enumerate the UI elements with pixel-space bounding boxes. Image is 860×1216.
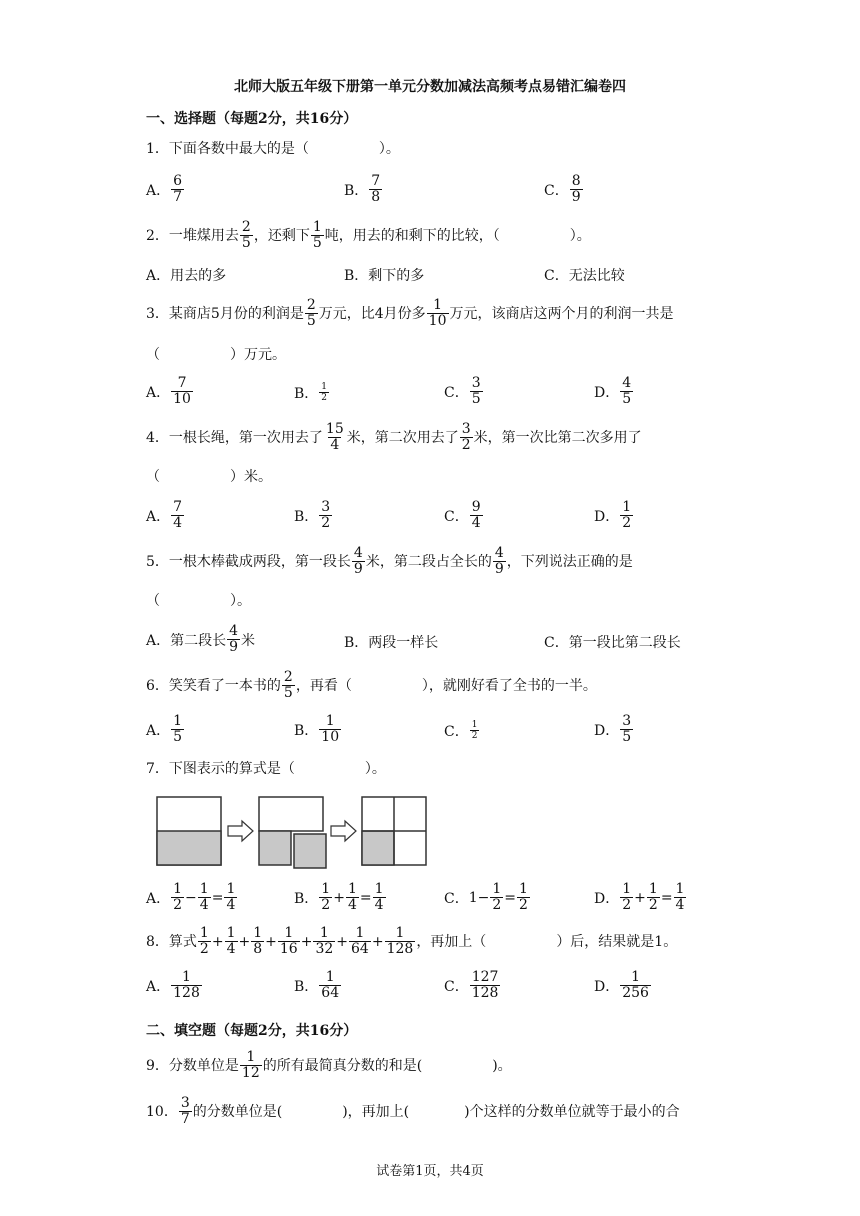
shaded-half (157, 831, 221, 865)
text: 米，第二次用去了 (346, 429, 459, 446)
option-label: A． (146, 182, 171, 199)
denominator: 2 (492, 897, 502, 913)
denominator: 5 (312, 235, 322, 251)
text: )个这样的分数单位就等于最小的合 (464, 1103, 680, 1120)
option-label: C． (544, 182, 569, 199)
text: ）。 (364, 761, 386, 777)
fraction-diagram (156, 796, 436, 872)
denominator: 4 (226, 941, 236, 957)
fraction (278, 926, 300, 957)
numerator: 1 (395, 925, 405, 941)
numerator: 1 (492, 881, 502, 897)
fraction (385, 926, 416, 957)
operator: + (211, 933, 224, 950)
numerator: 2 (241, 219, 251, 235)
fraction (171, 174, 184, 205)
option-label: C． (444, 384, 469, 401)
q5-option-c: C．第一段比第二段长 (544, 635, 681, 651)
q7-option-b (294, 882, 387, 913)
fraction (311, 220, 324, 251)
fraction (570, 174, 583, 205)
numerator: 1 (622, 881, 632, 897)
option-label: B． (294, 890, 319, 907)
whole-number: 1 (468, 889, 478, 906)
removed-quarter (294, 834, 326, 868)
question-9 (146, 1050, 512, 1081)
numerator: 4 (229, 623, 239, 639)
fraction (171, 500, 184, 531)
fraction (171, 970, 202, 1001)
q3-option-c (444, 376, 484, 407)
numerator: 3 (321, 499, 331, 515)
numerator: 1 (226, 925, 236, 941)
fraction (319, 714, 341, 745)
denominator: 5 (283, 685, 293, 701)
option-label: B． (294, 385, 319, 402)
numerator: 3 (180, 1095, 190, 1111)
numerator: 1 (319, 925, 329, 941)
question-10 (146, 1096, 680, 1127)
option-label: A． (146, 384, 171, 401)
question-1-end: ）。 (378, 141, 400, 157)
option-label: C． (444, 723, 469, 740)
denominator: 2 (471, 731, 478, 741)
denominator: 4 (471, 515, 481, 531)
denominator: 64 (321, 985, 340, 1001)
denominator: 10 (428, 313, 447, 329)
q3-option-d (594, 376, 634, 407)
fraction (620, 500, 633, 531)
fraction (470, 970, 501, 1001)
numerator: 127 (471, 969, 499, 985)
operator: = (211, 889, 224, 906)
fraction (319, 500, 332, 531)
q3-option-a (146, 376, 194, 407)
question-6 (146, 670, 597, 701)
question-5-line2 (146, 592, 251, 610)
denominator: 5 (241, 235, 251, 251)
denominator: 5 (306, 313, 316, 329)
option-label: B． (294, 722, 319, 739)
denominator: 8 (253, 941, 263, 957)
section-heading-fill: 二、填空题（每题2分，共16分） (146, 1023, 358, 1039)
numerator: 3 (622, 713, 632, 729)
question-5 (146, 546, 633, 577)
option-label: D． (594, 978, 620, 995)
option-label: D． (594, 722, 620, 739)
q8-option-b (294, 970, 342, 1001)
fraction (324, 422, 346, 453)
denominator: 256 (622, 985, 649, 1001)
text: 米，第一次比第二次多用了 (473, 429, 642, 446)
denominator: 2 (321, 515, 331, 531)
text: 万元，比4月份多 (318, 305, 426, 322)
denominator: 4 (199, 897, 209, 913)
fraction (470, 376, 483, 407)
text: ）万元。 (230, 347, 286, 363)
denominator: 7 (180, 1111, 190, 1127)
q1-option-a (146, 174, 185, 205)
option-label: A． (146, 722, 171, 739)
page-title: 北师大版五年级下册第一单元分数加减法高频考点易错汇编卷四 (234, 79, 626, 95)
fraction (352, 546, 365, 577)
text: 10． (146, 1103, 178, 1120)
fraction (305, 298, 318, 329)
denominator: 7 (173, 189, 183, 205)
option-label: B． (294, 508, 319, 525)
numerator: 1 (321, 881, 331, 897)
numerator: 1 (325, 969, 335, 985)
fraction (517, 882, 530, 913)
option-label: A． (146, 890, 171, 907)
numerator: 15 (325, 421, 344, 437)
numerator: 6 (173, 173, 183, 189)
numerator: 1 (246, 1049, 256, 1065)
fraction (171, 714, 184, 745)
fraction (674, 882, 687, 913)
denominator: 2 (321, 897, 331, 913)
fraction (620, 714, 633, 745)
q5-option-a (146, 624, 255, 655)
q8-option-c (444, 970, 501, 1001)
text: )，再加上( (342, 1103, 410, 1120)
fraction (319, 882, 332, 913)
result-shaded-quarter (362, 831, 394, 865)
option-label: B． (344, 182, 369, 199)
operator: − (185, 889, 197, 906)
operator: + (333, 889, 345, 906)
text: 米，第二段占全长的 (365, 553, 492, 570)
fraction (227, 624, 240, 655)
denominator: 2 (519, 897, 528, 913)
question-3-line2 (146, 346, 286, 364)
option-label: A． (146, 508, 171, 525)
numerator: 1 (312, 219, 322, 235)
denominator: 32 (315, 941, 334, 957)
denominator: 128 (173, 985, 200, 1001)
fraction (493, 546, 506, 577)
q1-option-c (544, 174, 584, 205)
option-label: D． (594, 384, 620, 401)
denominator: 2 (648, 897, 658, 913)
fraction (198, 926, 211, 957)
denominator: 2 (173, 897, 183, 913)
numerator: 7 (177, 375, 187, 391)
denominator: 8 (371, 189, 381, 205)
fraction (240, 1050, 262, 1081)
denominator: 2 (461, 437, 471, 453)
numerator: 1 (284, 925, 294, 941)
section-heading-choice: 一、选择题（每题2分，共16分） (146, 111, 358, 127)
q2-option-c: C．无法比较 (544, 268, 625, 284)
numerator: 1 (173, 881, 183, 897)
denominator: 4 (226, 897, 236, 913)
denominator: 4 (347, 897, 357, 913)
numerator: 1 (182, 969, 191, 985)
q6-option-b (294, 714, 342, 745)
operator: − (477, 889, 490, 906)
text: ），就刚好看了全书的一半。 (421, 677, 597, 694)
numerator: 4 (622, 375, 632, 391)
text: ，下列说法正确的是 (506, 553, 633, 570)
denominator: 10 (173, 391, 191, 407)
q5-option-b: B．两段一样长 (344, 635, 439, 651)
fraction (319, 382, 329, 403)
text: （ (146, 469, 160, 485)
q2-option-a: A．用去的多 (146, 268, 227, 284)
denominator: 10 (321, 729, 340, 745)
denominator: 5 (471, 391, 481, 407)
fraction (620, 376, 633, 407)
q4-option-c (444, 500, 484, 531)
fraction (620, 970, 651, 1001)
numerator: 3 (461, 421, 471, 437)
q1-option-b (344, 174, 383, 205)
option-label: D． (594, 508, 620, 525)
numerator: 1 (325, 713, 335, 729)
text: ）后，结果就是1。 (556, 933, 678, 950)
fraction (470, 500, 483, 531)
numerator: 1 (226, 881, 236, 897)
operator: + (300, 933, 313, 950)
q6-option-c (444, 720, 480, 741)
denominator: 128 (386, 941, 414, 957)
denominator: 2 (622, 515, 632, 531)
question-7 (146, 760, 386, 778)
page-footer: 试卷第1页，共4页 (376, 1164, 484, 1179)
fraction (198, 882, 211, 913)
numerator: 1 (347, 881, 357, 897)
denominator: 9 (494, 561, 504, 577)
numerator: 1 (675, 881, 685, 897)
numerator: 2 (283, 669, 293, 685)
q6-option-a (146, 714, 185, 745)
arrow-right-icon (228, 821, 253, 841)
fraction (490, 882, 503, 913)
numerator: 2 (306, 297, 316, 313)
denominator: 9 (353, 561, 363, 577)
text: 米 (241, 632, 256, 649)
q4-option-a (146, 500, 185, 531)
numerator: 1 (199, 925, 209, 941)
fraction (224, 882, 237, 913)
fraction (620, 882, 633, 913)
fraction (179, 1096, 192, 1127)
denominator: 2 (199, 941, 209, 957)
fraction (171, 882, 184, 913)
operator: = (660, 889, 673, 906)
fraction (647, 882, 660, 913)
operator: + (371, 933, 384, 950)
option-label: C． (444, 890, 469, 907)
operator: + (336, 933, 349, 950)
fraction (171, 376, 193, 407)
text: 的分数单位是( (192, 1103, 283, 1120)
numerator: 1 (631, 969, 641, 985)
numerator: 1 (433, 297, 443, 313)
denominator: 2 (622, 897, 632, 913)
numerator: 1 (519, 881, 528, 897)
denominator: 64 (351, 941, 369, 957)
question-1-stem: 1．下面各数中最大的是（ (146, 141, 309, 157)
text: 4．一根长绳，第一次用去了 (146, 429, 323, 446)
operator: = (359, 889, 372, 906)
q7-option-a (146, 882, 238, 913)
fraction (427, 298, 449, 329)
fraction (460, 422, 473, 453)
text: （ (146, 347, 160, 363)
operator: + (265, 933, 277, 950)
denominator: 5 (622, 729, 632, 745)
numerator: 7 (371, 173, 381, 189)
operator: + (634, 889, 646, 906)
fraction (349, 926, 371, 957)
q8-option-a (146, 970, 203, 1001)
q4-option-d (594, 500, 634, 531)
fraction (251, 926, 264, 957)
q7-option-d (594, 882, 687, 913)
question-3 (146, 298, 674, 329)
text: )。 (492, 1057, 512, 1074)
shaded-quarter (259, 831, 291, 865)
text: ）。 (230, 593, 251, 609)
q3-option-b (294, 382, 330, 403)
option-label: B． (294, 978, 319, 995)
option-label: C． (444, 978, 469, 995)
denominator: 4 (173, 515, 183, 531)
operator: + (238, 933, 251, 950)
denominator: 2 (321, 393, 328, 403)
numerator: 1 (471, 720, 478, 730)
text: 5．一根木棒截成两段，第一段长 (146, 553, 351, 570)
question-4 (146, 422, 642, 453)
denominator: 9 (571, 189, 581, 205)
q4-option-b (294, 500, 333, 531)
numerator: 1 (321, 382, 328, 392)
q7-option-c (444, 882, 531, 913)
question-4-line2 (146, 468, 272, 486)
numerator: 1 (253, 925, 263, 941)
text: 的所有最简真分数的和是( (262, 1057, 423, 1074)
text: （ (146, 593, 160, 609)
question-8 (146, 926, 677, 957)
numerator: 1 (355, 925, 365, 941)
option-label: A．第二段长 (146, 632, 227, 649)
numerator: 1 (173, 713, 183, 729)
question-1 (146, 140, 400, 158)
top-half (259, 797, 323, 831)
text: 9．分数单位是 (146, 1057, 239, 1074)
q6-option-d (594, 714, 634, 745)
numerator: 1 (199, 881, 209, 897)
fraction (313, 926, 335, 957)
option-label: A． (146, 978, 171, 995)
text: 6．笑笑看了一本书的 (146, 677, 281, 694)
q8-option-d (594, 970, 652, 1001)
text: ）。 (569, 227, 591, 244)
denominator: 16 (279, 941, 298, 957)
numerator: 4 (494, 545, 504, 561)
numerator: 9 (471, 499, 481, 515)
text: ，还剩下 (253, 227, 310, 244)
fraction (470, 720, 480, 741)
numerator: 1 (622, 499, 632, 515)
fraction (319, 970, 341, 1001)
fraction (373, 882, 386, 913)
option-label: C． (444, 508, 469, 525)
numerator: 3 (471, 375, 481, 391)
arrow-right-icon (331, 821, 356, 841)
fraction (346, 882, 359, 913)
denominator: 128 (471, 985, 499, 1001)
question-2 (146, 220, 591, 251)
fraction (225, 926, 238, 957)
denominator: 5 (622, 391, 632, 407)
denominator: 4 (330, 437, 340, 453)
numerator: 8 (571, 173, 581, 189)
fraction (240, 220, 253, 251)
text: 8．算式 (146, 933, 197, 950)
denominator: 5 (173, 729, 183, 745)
numerator: 1 (648, 881, 658, 897)
denominator: 4 (675, 897, 685, 913)
numerator: 1 (374, 881, 384, 897)
denominator: 12 (241, 1065, 260, 1081)
text: 7．下图表示的算式是（ (146, 761, 295, 777)
numerator: 4 (353, 545, 363, 561)
text: 万元，该商店这两个月的利润一共是 (449, 305, 674, 322)
text: 2．一堆煤用去 (146, 227, 239, 244)
numerator: 7 (173, 499, 183, 515)
option-label: D． (594, 890, 620, 907)
fraction (369, 174, 382, 205)
fraction (282, 670, 295, 701)
operator: = (504, 889, 517, 906)
text: 吨，用去的和剩下的比较，（ (324, 227, 500, 244)
denominator: 4 (374, 897, 384, 913)
denominator: 9 (229, 639, 239, 655)
text: 3．某商店5月份的利润是 (146, 305, 304, 322)
text: ）米。 (230, 469, 272, 485)
text: ，再看（ (295, 677, 352, 694)
q2-option-b: B．剩下的多 (344, 268, 425, 284)
text: ，再加上（ (416, 933, 487, 950)
